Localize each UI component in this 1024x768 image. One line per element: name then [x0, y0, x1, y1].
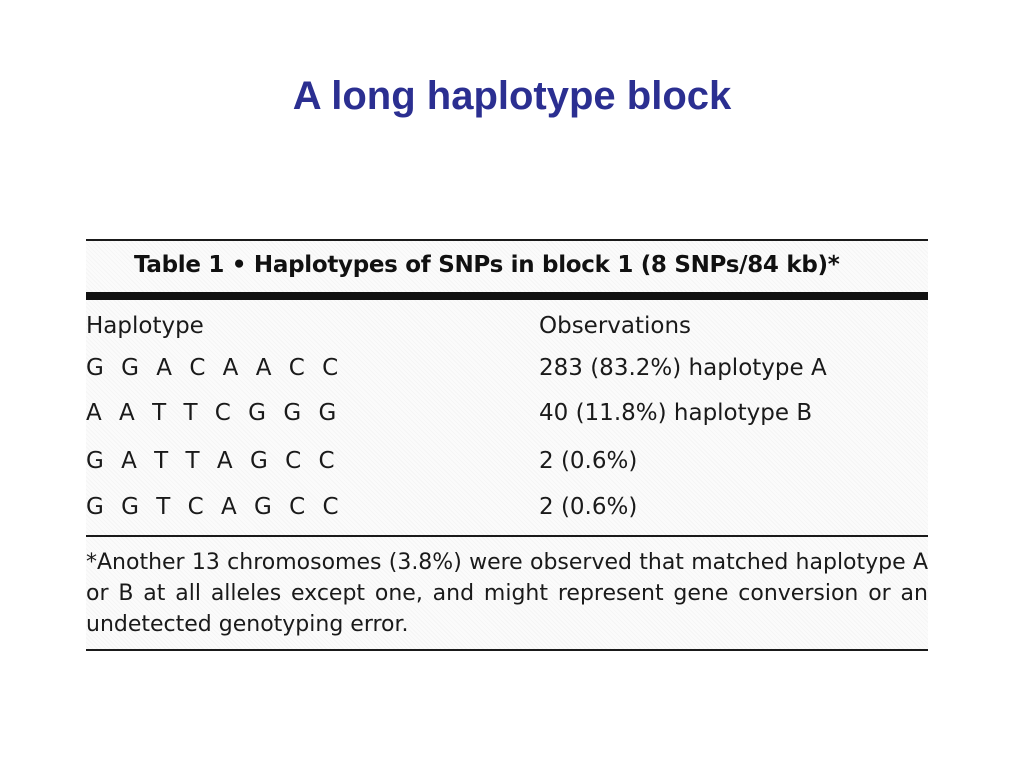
table-row-3-observations: 2 (0.6%)	[539, 448, 638, 474]
table-body-rule	[86, 535, 928, 537]
table-row-4-observations: 2 (0.6%)	[539, 494, 638, 520]
table-footnote: *Another 13 chromosomes (3.8%) were observed that matched haplotype A or B at all alleles except one, and might represent gene conversion or an undetected genotyping error.	[86, 550, 928, 637]
table-row-3-haplotype: G A T T A G C C	[86, 448, 340, 474]
table-row-1-haplotype: G G A C A A C C	[86, 355, 344, 381]
table-bottom-rule	[86, 649, 928, 651]
slide-title: A long haplotype block	[292, 74, 732, 118]
column-header-observations: Observations	[539, 313, 692, 339]
table-row-1-observations: 283 (83.2%) haplotype A	[539, 355, 827, 381]
column-header-haplotype: Haplotype	[86, 313, 204, 339]
table-row-2-haplotype: A A T T C G G G	[86, 400, 342, 426]
haplotype-table	[86, 239, 928, 651]
table-caption: Table 1 • Haplotypes of SNPs in block 1 (8 SNPs/84 kb)*	[134, 252, 840, 278]
table-header-rule	[86, 292, 928, 300]
table-top-rule	[86, 239, 928, 241]
table-row-2-observations: 40 (11.8%) haplotype B	[539, 400, 813, 426]
table-row-4-haplotype: G G T C A G C C	[86, 494, 344, 520]
